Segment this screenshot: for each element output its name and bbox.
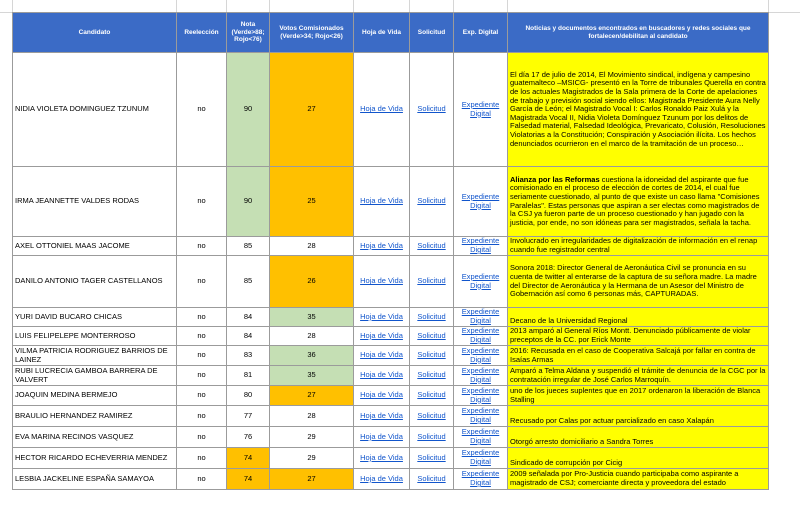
- votos-cell[interactable]: 28: [270, 327, 354, 346]
- solicitud-link[interactable]: Solicitud: [410, 406, 454, 427]
- reeleccion-cell[interactable]: no: [177, 366, 227, 386]
- votos-cell[interactable]: 29: [270, 448, 354, 469]
- candidate-name[interactable]: NIDIA VIOLETA DOMINGUEZ TZUNUM: [13, 53, 177, 167]
- table-row: [13, 386, 769, 406]
- expediente-digital-link[interactable]: Expediente Digital: [454, 237, 508, 256]
- news-cell[interactable]: 2016: Recusada en el caso de Cooperativa Salcajá por fallar en contra de Isaías Armas: [508, 346, 769, 366]
- nota-cell[interactable]: 80: [227, 386, 270, 406]
- news-text: cuestiona la idoneidad del aspirante que fue comisionado en el proceso de elección de cortes de 2014, el cual fue seriamente cuestionado, al punto de que existe un caso llama "Comisiones Paralelas". Estas personas que aspiran a ser electas como magistrados de la CSJ ya fueron parte de un proceso cuestionado y han jugado con la justicia, por ende, no son idóneas para ser magistrados, señala la tacha.: [510, 174, 760, 227]
- nota-cell[interactable]: 76: [227, 427, 270, 448]
- reeleccion-cell[interactable]: no: [177, 427, 227, 448]
- reeleccion-cell[interactable]: no: [177, 346, 227, 366]
- nota-cell[interactable]: 83: [227, 346, 270, 366]
- reeleccion-cell[interactable]: no: [177, 448, 227, 469]
- table-row: [13, 256, 769, 308]
- table-row: [13, 448, 769, 469]
- hoja-de-vida-link[interactable]: Hoja de Vida: [354, 237, 410, 256]
- table-row: [13, 327, 769, 346]
- reeleccion-cell[interactable]: no: [177, 167, 227, 237]
- news-cell[interactable]: Decano de la Universidad Regional: [508, 308, 769, 327]
- hoja-de-vida-link[interactable]: Hoja de Vida: [354, 308, 410, 327]
- candidate-name[interactable]: HECTOR RICARDO ECHEVERRIA MENDEZ: [13, 448, 177, 469]
- hoja-de-vida-link[interactable]: Hoja de Vida: [354, 406, 410, 427]
- candidate-name[interactable]: BRAULIO HERNANDEZ RAMIREZ: [13, 406, 177, 427]
- news-cell[interactable]: El día 17 de julio de 2014, El Movimiento sindical, indígena y campesino guatemalteco –MSICG- presentó en la Torre de tribunales Querella en contra de los actuales Magistrados de la Sala primera de la Corte de apelaciones de trabajo y previsión social siendo ellos: Magistrada Presidente Aura Nelly García de León; el Magistrado Vocal I: Carlos Ronaldo Paiz Xulá y la Magistrada Vocal II, Nidia Violeta Domínguez Tzunum por los delitos de Falsedad material, Falsedad Ideológica, Prevaricato, Colusión, Resoluciones Violatorias a la Constitución; Conspiración y Asociación ilícita. Los hechos denunciados ocurrieron en el marco de la tramitación de un proceso…: [508, 53, 769, 167]
- solicitud-link[interactable]: Solicitud: [410, 346, 454, 366]
- solicitud-link[interactable]: Solicitud: [410, 308, 454, 327]
- nota-cell[interactable]: 84: [227, 308, 270, 327]
- header-hoja-de-vida[interactable]: Hoja de Vida: [354, 13, 410, 53]
- votos-cell[interactable]: 35: [270, 366, 354, 386]
- hoja-de-vida-link[interactable]: Hoja de Vida: [354, 167, 410, 237]
- expediente-digital-link[interactable]: Expediente Digital: [454, 308, 508, 327]
- hoja-de-vida-link[interactable]: Hoja de Vida: [354, 256, 410, 308]
- votos-cell[interactable]: 29: [270, 427, 354, 448]
- nota-cell[interactable]: 74: [227, 469, 270, 490]
- table-row: [13, 427, 769, 448]
- candidate-name[interactable]: YURI DAVID BUCARO CHICAS: [13, 308, 177, 327]
- candidate-name[interactable]: LESBIA JACKELINE ESPAÑA SAMAYOA: [13, 469, 177, 490]
- news-cell[interactable]: uno de los jueces suplentes que en 2017 ordenaron la liberación de Blanca Stalling: [508, 386, 769, 406]
- expediente-digital-link[interactable]: Expediente Digital: [454, 469, 508, 490]
- hoja-de-vida-link[interactable]: Hoja de Vida: [354, 366, 410, 386]
- votos-cell[interactable]: 25: [270, 167, 354, 237]
- votos-cell[interactable]: 27: [270, 53, 354, 167]
- candidate-name[interactable]: EVA MARINA RECINOS VASQUEZ: [13, 427, 177, 448]
- header-exp-digital[interactable]: Exp. Digital: [454, 13, 508, 53]
- news-cell[interactable]: [508, 167, 769, 237]
- reeleccion-cell[interactable]: no: [177, 53, 227, 167]
- header-row: [13, 13, 769, 53]
- expediente-digital-link[interactable]: Expediente Digital: [454, 427, 508, 448]
- hoja-de-vida-link[interactable]: Hoja de Vida: [354, 427, 410, 448]
- reeleccion-cell[interactable]: no: [177, 469, 227, 490]
- news-cell[interactable]: Amparó a Telma Aldana y suspendió el trámite de denuncia de la CGC por la contratación irregular de José Carlos Marroquín.: [508, 366, 769, 386]
- candidates-table: [12, 12, 769, 490]
- reeleccion-cell[interactable]: no: [177, 327, 227, 346]
- solicitud-link[interactable]: Solicitud: [410, 366, 454, 386]
- expediente-digital-link[interactable]: Expediente Digital: [454, 53, 508, 167]
- nota-cell[interactable]: 81: [227, 366, 270, 386]
- table-row: [13, 167, 769, 237]
- nota-cell[interactable]: 77: [227, 406, 270, 427]
- hoja-de-vida-link[interactable]: Hoja de Vida: [354, 469, 410, 490]
- candidate-name[interactable]: LUIS FELIPELEPE MONTERROSO: [13, 327, 177, 346]
- solicitud-link[interactable]: Solicitud: [410, 386, 454, 406]
- header-candidato[interactable]: Candidato: [13, 13, 177, 53]
- nota-cell[interactable]: 74: [227, 448, 270, 469]
- reeleccion-cell[interactable]: no: [177, 256, 227, 308]
- header-solicitud[interactable]: Solicitud: [410, 13, 454, 53]
- news-bold-text: Alianza por las Reformas: [510, 174, 600, 184]
- solicitud-link[interactable]: Solicitud: [410, 327, 454, 346]
- candidate-name[interactable]: VILMA PATRICIA RODRIGUEZ BARRIOS DE LAINEZ: [13, 346, 177, 366]
- hoja-de-vida-link[interactable]: Hoja de Vida: [354, 386, 410, 406]
- table-row: [13, 53, 769, 167]
- header-reeleccion[interactable]: Reelección: [177, 13, 227, 53]
- table-row: [13, 469, 769, 490]
- news-cell[interactable]: Sindicado de corrupción por Cicig: [508, 448, 769, 469]
- votos-cell[interactable]: 27: [270, 386, 354, 406]
- expediente-digital-link[interactable]: Expediente Digital: [454, 256, 508, 308]
- candidate-name[interactable]: AXEL OTTONIEL MAAS JACOME: [13, 237, 177, 256]
- news-cell[interactable]: Recusado por Calas por actuar parcializado en caso Xalapán: [508, 406, 769, 427]
- hoja-de-vida-link[interactable]: Hoja de Vida: [354, 327, 410, 346]
- solicitud-link[interactable]: Solicitud: [410, 256, 454, 308]
- header-votos[interactable]: Votos Comisionados (Verde>34; Rojo<26): [270, 13, 354, 53]
- nota-cell[interactable]: 85: [227, 256, 270, 308]
- votos-cell[interactable]: 26: [270, 256, 354, 308]
- expediente-digital-link[interactable]: Expediente Digital: [454, 406, 508, 427]
- expediente-digital-link[interactable]: Expediente Digital: [454, 327, 508, 346]
- news-cell[interactable]: 2009 señalada por Pro-Justicia cuando participaba como aspirante a magistrado de CSJ; comerciante directa y proveedora del estado: [508, 469, 769, 490]
- solicitud-link[interactable]: Solicitud: [410, 167, 454, 237]
- news-cell[interactable]: Otorgó arresto domiciliario a Sandra Torres: [508, 427, 769, 448]
- expediente-digital-link[interactable]: Expediente Digital: [454, 448, 508, 469]
- table-row: [13, 406, 769, 427]
- solicitud-link[interactable]: Solicitud: [410, 53, 454, 167]
- solicitud-link[interactable]: Solicitud: [410, 427, 454, 448]
- candidate-name[interactable]: DANILO ANTONIO TAGER CASTELLANOS: [13, 256, 177, 308]
- candidate-name[interactable]: JOAQUIN MEDINA BERMEJO: [13, 386, 177, 406]
- news-cell[interactable]: Involucrado en irregularidades de digitalización de información en el renap cuando fue registrador central: [508, 237, 769, 256]
- table-row: [13, 366, 769, 386]
- reeleccion-cell[interactable]: no: [177, 237, 227, 256]
- nota-cell[interactable]: 84: [227, 327, 270, 346]
- votos-cell[interactable]: 35: [270, 308, 354, 327]
- expediente-digital-link[interactable]: Expediente Digital: [454, 167, 508, 237]
- votos-cell[interactable]: 36: [270, 346, 354, 366]
- votos-cell[interactable]: 28: [270, 406, 354, 427]
- nota-cell[interactable]: 90: [227, 53, 270, 167]
- candidate-name[interactable]: RUBI LUCRECIA GAMBOA BARRERA DE VALVERT: [13, 366, 177, 386]
- table-row: [13, 346, 769, 366]
- header-nota[interactable]: Nota (Verde>88; Rojo<76): [227, 13, 270, 53]
- expediente-digital-link[interactable]: Expediente Digital: [454, 366, 508, 386]
- reeleccion-cell[interactable]: no: [177, 308, 227, 327]
- news-cell[interactable]: 2013 amparó al General Ríos Montt. Denunciado públicamente de violar preceptos de la CC. por Erick Monte: [508, 327, 769, 346]
- empty-sheet-area: [768, 12, 800, 523]
- votos-cell[interactable]: 27: [270, 469, 354, 490]
- table-row: [13, 308, 769, 327]
- table-row: [13, 237, 769, 256]
- expediente-digital-link[interactable]: Expediente Digital: [454, 346, 508, 366]
- solicitud-link[interactable]: Solicitud: [410, 448, 454, 469]
- header-noticias[interactable]: Noticias y documentos encontrados en buscadores y redes sociales que fortalecen/debilitan al candidato: [508, 13, 769, 53]
- reeleccion-cell[interactable]: no: [177, 406, 227, 427]
- hoja-de-vida-link[interactable]: Hoja de Vida: [354, 53, 410, 167]
- nota-cell[interactable]: 85: [227, 237, 270, 256]
- solicitud-link[interactable]: Solicitud: [410, 237, 454, 256]
- candidate-name[interactable]: IRMA JEANNETTE VALDES RODAS: [13, 167, 177, 237]
- nota-cell[interactable]: 90: [227, 167, 270, 237]
- expediente-digital-link[interactable]: Expediente Digital: [454, 386, 508, 406]
- solicitud-link[interactable]: Solicitud: [410, 469, 454, 490]
- reeleccion-cell[interactable]: no: [177, 386, 227, 406]
- hoja-de-vida-link[interactable]: Hoja de Vida: [354, 448, 410, 469]
- votos-cell[interactable]: 28: [270, 237, 354, 256]
- hoja-de-vida-link[interactable]: Hoja de Vida: [354, 346, 410, 366]
- news-cell[interactable]: Sonora 2018: Director General de Aeronáutica Civil se pronuncia en su cuenta de twitter al enterarse de la captura de su señora madre. La madre del Director de Aeronáutica y la Hermana de un Asesor del Ministro de Gobernación así como 6 personas más, CAPTURADAS.: [508, 256, 769, 308]
